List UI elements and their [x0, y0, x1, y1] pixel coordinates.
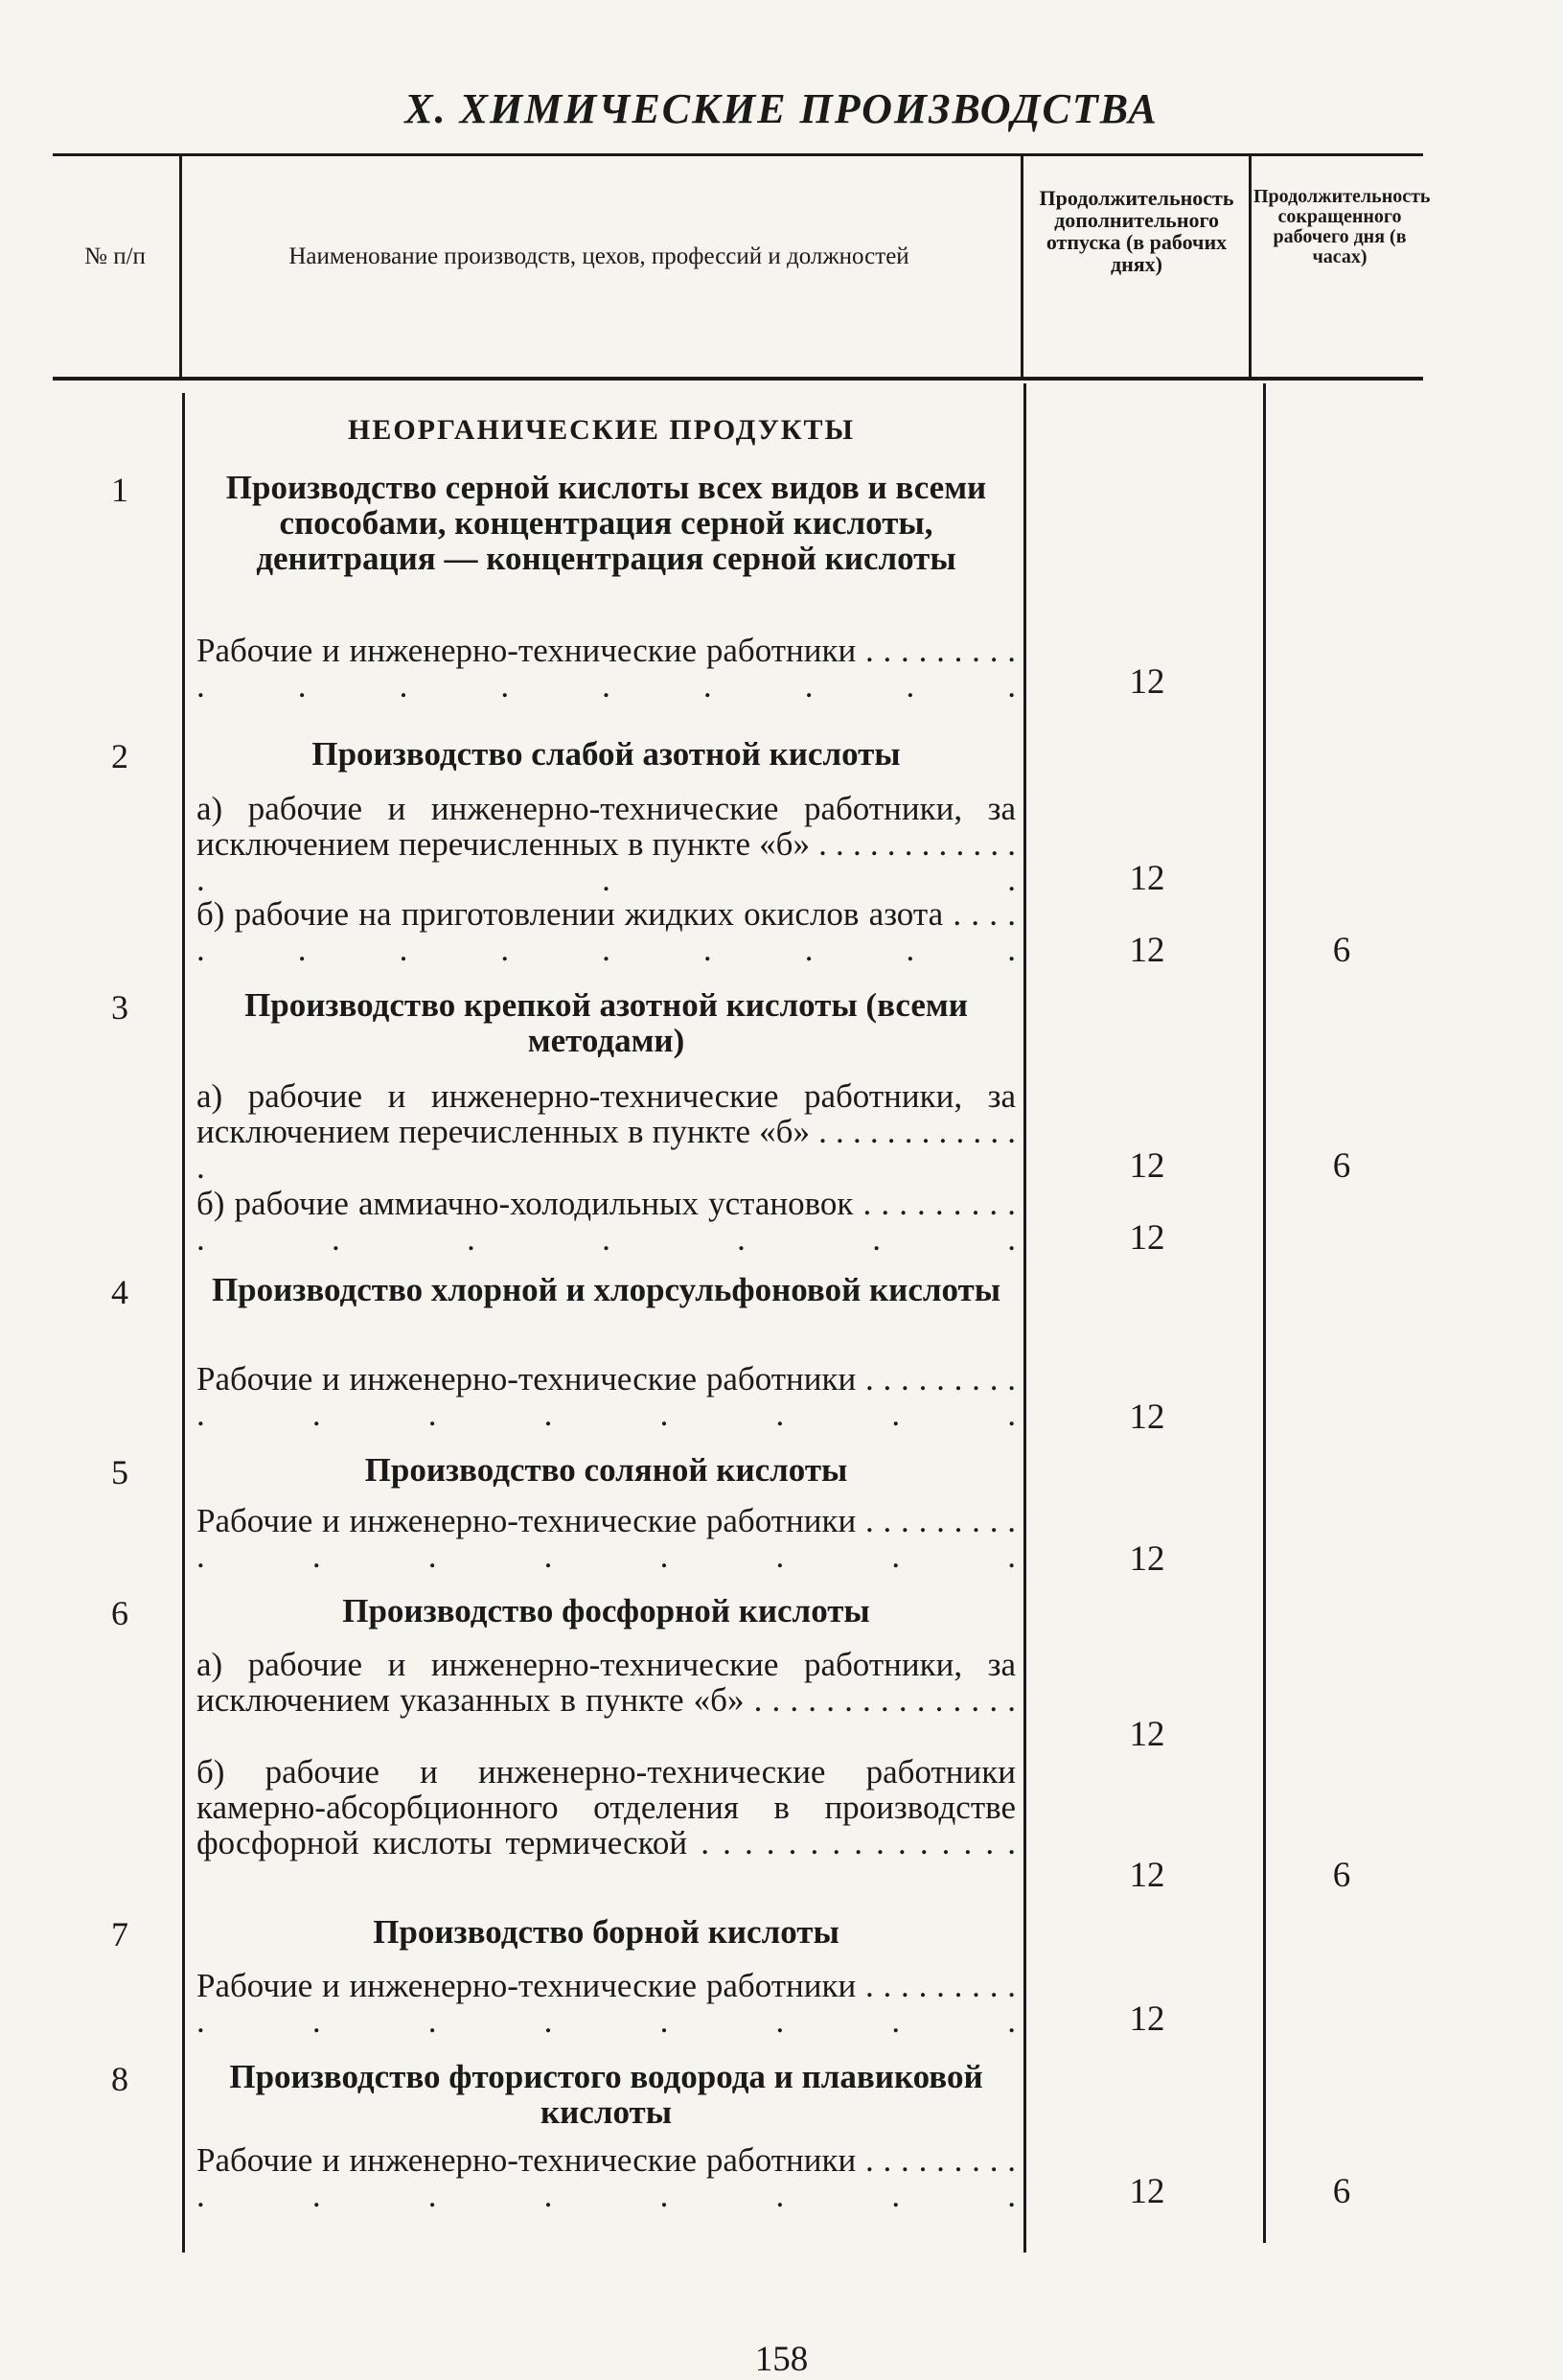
short-day-hours-value: 6 [1332, 931, 1351, 970]
leave-days-value: 12 [1129, 1398, 1165, 1437]
col-divider-1-body [182, 393, 185, 2253]
leave-days-value: 12 [1129, 931, 1165, 970]
header-name: Наименование производств, цехов, профессий и должностей [288, 243, 909, 269]
header-number: № п/п [84, 243, 146, 269]
entry-heading: Производство серной кислоты всех видов и всеми способами, концентрация серной кислоты, денитрация — концентрация серной кислоты [225, 469, 987, 577]
short-day-hours-value: 6 [1332, 1146, 1351, 1186]
entry-heading: Производство крепкой азотной кислоты (всеми методами) [244, 986, 968, 1059]
entry-number: 4 [111, 1273, 128, 1311]
header-short-day-hours: Продолжительность сокращенного рабочего дня (в часах) [1253, 186, 1431, 267]
col-divider-3-header [1249, 156, 1252, 377]
entry-row-text: б) рабочие и инженерно-технические работники камерно-абсорбционного отделения в производстве фосфорной кислоты термической . . . . . . . . . . . . . . . [196, 1753, 1016, 1861]
entry-heading: Производство соляной кислоты [364, 1451, 848, 1489]
entry-row-text: Рабочие и инженерно-технические работники . . . . . . . . . . . . . . . . . [196, 1967, 1016, 2040]
leave-days-value: 12 [1129, 662, 1165, 702]
leave-days-value: 12 [1129, 859, 1165, 898]
entry-row-text: Рабочие и инженерно-технические работники . . . . . . . . . . . . . . . . . . [196, 632, 1016, 705]
leave-days-value: 12 [1129, 2172, 1165, 2211]
entry-row-text: а) рабочие и инженерно-технические работники, за исключением перечисленных в пункте «б» . . . . . . . . . . . . . . . [196, 790, 1016, 898]
entry-row-text: а) рабочие и инженерно-технические работники, за исключением перечисленных в пункте «б» . . . . . . . . . . . . . [196, 1077, 1016, 1186]
leave-days-value: 12 [1129, 1999, 1165, 2039]
entry-number: 8 [111, 2060, 128, 2098]
section-title: НЕОРГАНИЧЕСКИЕ ПРОДУКТЫ [347, 414, 856, 446]
leave-days-value: 12 [1129, 1146, 1165, 1186]
entry-heading: Производство хлорной и хлорсульфоновой кислоты [211, 1271, 1001, 1308]
table-header-rule [53, 377, 1423, 381]
entry-row-text: Рабочие и инженерно-технические работники . . . . . . . . . . . . . . . . . [196, 1502, 1016, 1575]
col-divider-2-header [1021, 156, 1023, 377]
page-title: X. ХИМИЧЕСКИЕ ПРОИЗВОДСТВА [404, 85, 1159, 132]
entry-row-text: а) рабочие и инженерно-технические работники, за исключением указанных в пункте «б» . . . . . . . . . . . . . . . [196, 1646, 1016, 1719]
entry-number: 3 [111, 988, 128, 1027]
entry-number: 2 [111, 737, 128, 775]
page-number: 158 [754, 2340, 809, 2379]
leave-days-value: 12 [1129, 1218, 1165, 1258]
entry-heading: Производство борной кислоты [373, 1913, 839, 1951]
short-day-hours-value: 6 [1332, 1856, 1351, 1895]
entry-number: 6 [111, 1594, 128, 1632]
entry-row-text: б) рабочие аммиачно-холодильных установок . . . . . . . . . . . . . . . . [196, 1185, 1016, 1258]
entry-number: 5 [111, 1453, 128, 1491]
leave-days-value: 12 [1129, 1856, 1165, 1895]
entry-heading: Производство фтористого водорода и плавиковой кислоты [229, 2058, 983, 2131]
leave-days-value: 12 [1129, 1539, 1165, 1579]
entry-heading: Производство слабой азотной кислоты [311, 735, 901, 773]
leave-days-value: 12 [1129, 1715, 1165, 1754]
entry-number: 7 [111, 1915, 128, 1953]
entry-row-text: Рабочие и инженерно-технические работники . . . . . . . . . . . . . . . . . [196, 2141, 1016, 2214]
short-day-hours-value: 6 [1332, 2172, 1351, 2211]
header-leave-days: Продолжительность дополнительного отпуска (в рабочих днях) [1039, 186, 1234, 277]
entry-row-text: Рабочие и инженерно-технические работники . . . . . . . . . . . . . . . . . [196, 1360, 1016, 1433]
col-divider-3-body [1263, 383, 1266, 2243]
table-top-rule [53, 153, 1423, 156]
entry-number: 1 [111, 471, 128, 509]
col-divider-2-body [1023, 383, 1026, 2253]
entry-row-text: б) рабочие на приготовлении жидких окислов азота . . . . . . . . . . . . . [196, 895, 1016, 968]
entry-heading: Производство фосфорной кислоты [342, 1592, 870, 1629]
